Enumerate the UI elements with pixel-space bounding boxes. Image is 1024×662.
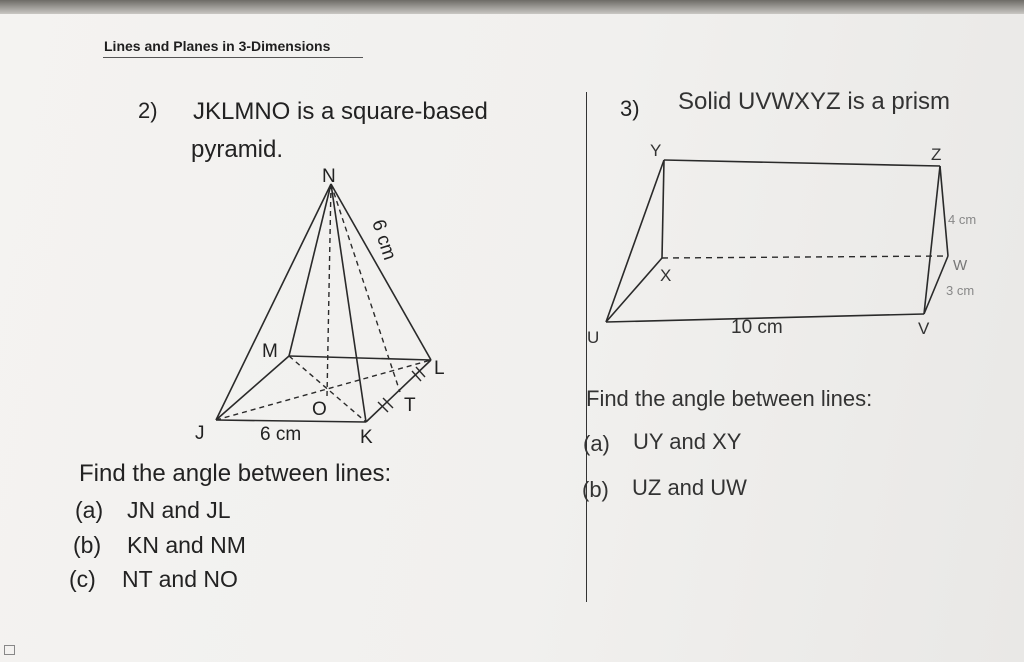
question-2-number: 2) (138, 98, 158, 123)
label-Z: Z (931, 145, 942, 164)
question-2-part-a-text: JN and JL (127, 497, 231, 523)
label-height: 4 cm (948, 212, 977, 227)
question-3-part-b-tag: (b) (582, 477, 609, 502)
question-3-part-a-text: UY and XY (633, 429, 742, 454)
edge-ZV (924, 166, 940, 314)
label-X: X (660, 266, 672, 285)
label-Y: Y (650, 141, 662, 160)
question-2-part-c-tag: (c) (69, 566, 96, 592)
question-2-part-b-tag: (b) (73, 532, 102, 558)
label-O: O (312, 399, 327, 420)
question-3-number: 3) (620, 96, 640, 121)
hidden-edge-XW (662, 256, 948, 258)
question-2-prompt: Find the angle between lines: (79, 460, 392, 487)
label-slant-edge: 6 cm (367, 217, 400, 263)
question-3-prompt: Find the angle between lines: (586, 386, 873, 411)
worksheet-heading: Lines and Planes in 3-Dimensions (104, 38, 331, 54)
edge-ZW (940, 166, 948, 256)
edge-YZ (664, 160, 940, 166)
question-2-part-b-text: KN and NM (127, 532, 246, 558)
label-L: L (434, 358, 445, 379)
question-3-part-b-text: UZ and UW (632, 475, 747, 500)
question-2-text-line2: pyramid. (191, 136, 284, 163)
edge-XU (606, 258, 662, 322)
question-3-text: Solid UVWXYZ is a prism (678, 88, 951, 115)
label-U: U (587, 328, 600, 347)
question-3-part-a-tag: (a) (583, 431, 610, 456)
label-V: V (918, 319, 930, 338)
label-base-edge: 6 cm (260, 424, 302, 445)
label-N: N (322, 166, 336, 187)
question-2-part-c-text: NT and NO (122, 566, 238, 592)
label-K: K (360, 427, 373, 448)
label-M: M (262, 341, 278, 362)
question-2-part-a-tag: (a) (75, 497, 104, 523)
label-T: T (404, 395, 416, 416)
label-length: 10 cm (731, 317, 783, 338)
label-W: W (953, 257, 968, 274)
label-J: J (195, 423, 205, 444)
edge-YU (606, 160, 664, 322)
edge-YX (662, 160, 664, 258)
label-depth: 3 cm (946, 283, 975, 298)
scanner-logo-icon (4, 645, 15, 655)
question-2-text-line1: JKLMNO is a square-based (193, 98, 488, 125)
